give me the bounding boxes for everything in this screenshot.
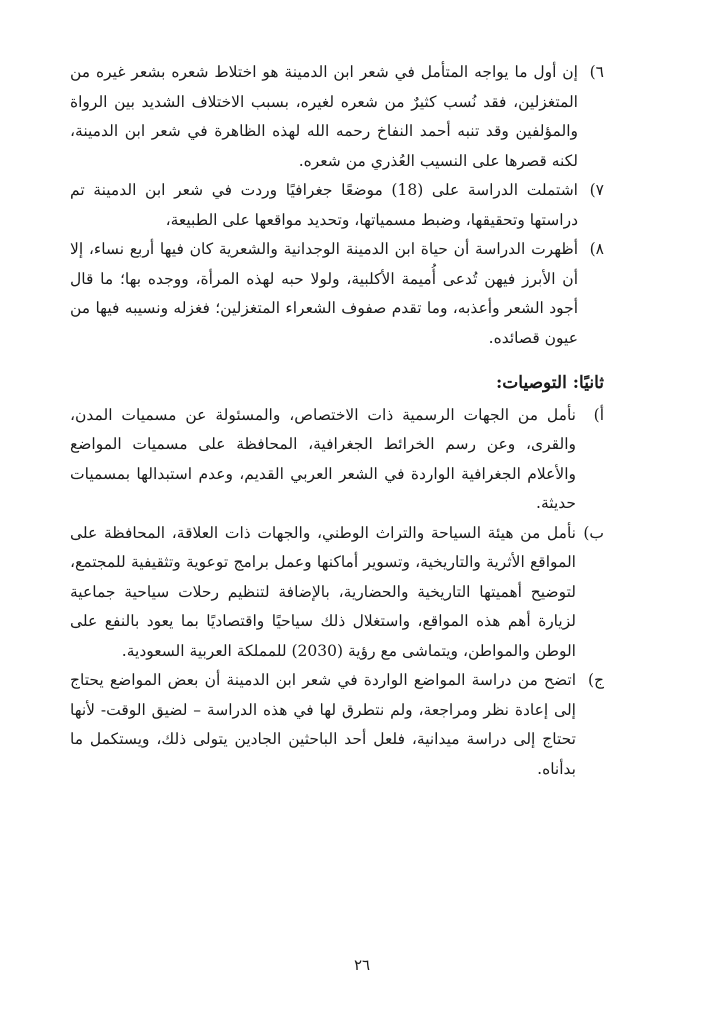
- recommendations-heading: ثانيًا: التوصيات:: [496, 373, 604, 393]
- recommendation-marker: ج): [587, 671, 604, 689]
- page-number: ٢٦: [353, 956, 371, 974]
- finding-marker: ٨): [589, 240, 604, 258]
- finding-marker: ٦): [589, 63, 604, 81]
- finding-text: أظهرت الدراسة أن حياة ابن الدمينة الوجدانية والشعرية كان فيها أربع نساء، إلا أن الأبرز فيهن تُدعى أُميمة الأكلبية، ولولا حبه لهذه المرأة، ووجده بها؛ ما قال أجود الشعر وأعذبه، وما تقدم صفوف الشعراء المتغزلين؛ فغزله ونسيبه فيها من عيون قصائده.: [70, 240, 578, 347]
- page-body: [70, 58, 604, 784]
- finding-item-6: [70, 58, 604, 176]
- recommendation-text: اتضح من دراسة المواضع الواردة في شعر ابن الدمينة أن بعض المواضع يحتاج إلى إعادة نظر ومراجعة، ولم نتطرق لها في هذه الدراسة – لضيق الوقت- لأنها تحتاج إلى دراسة ميدانية، فلعل أحد الباحثين الجادين يتولى ذلك، ويستكمل ما بدأناه.: [70, 671, 576, 778]
- finding-text: اشتملت الدراسة على (18) موضعًا جغرافيًا وردت في شعر ابن الدمينة تم دراستها وتحقيقها، وضبط مسمياتها، وتحديد مواقعها على الطبيعة،: [70, 181, 578, 229]
- recommendation-item-b: [70, 519, 604, 667]
- recommendation-text: نأمل من الجهات الرسمية ذات الاختصاص، والمسئولة عن مسميات المدن، والقرى، وعن رسم الخرائط الجغرافية، المحافظة على مسميات المواضع والأعلام الجغرافية الواردة في الشعر العربي القديم، وعدم استبدالها بمسميات حديثة.: [70, 405, 576, 512]
- recommendation-marker: أ): [593, 405, 604, 424]
- finding-text: إن أول ما يواجه المتأمل في شعر ابن الدمينة هو اختلاط شعره بشعر غيره من المتغزلين، فقد نُسب كثيرٌ من شعره لغيره، بسبب الاختلاف الشديد بين الرواة والمؤلفين وقد تنبه أحمد النفاخ رحمه الله لهذه الظاهرة في شعر ابن الدمينة، لكنه قصرها على النسيب العُذري من شعره.: [70, 63, 578, 170]
- recommendation-marker: ب): [583, 523, 604, 542]
- recommendation-item-c: [70, 666, 604, 784]
- finding-marker: ٧): [589, 181, 604, 199]
- finding-item-8: [70, 235, 604, 353]
- recommendation-item-a: [70, 401, 604, 519]
- recommendation-text: نأمل من هيئة السياحة والتراث الوطني، والجهات ذات العلاقة، المحافظة على المواقع الأثرية والتاريخية، وتسوير أماكنها وعمل برامج توعوية وتثقيفية للمجتمع، لتوضيح أهميتها التاريخية والحضارية، بالإضافة لتنظيم رحلات سياحية جماعية لزيارة أهم هذه المواقع، واستغلال ذلك سياحيًا واقتصاديًا بما يعود بالنفع على الوطن والمواطن، ويتماشى مع رؤية (2030) للمملكة العربية السعودية.: [70, 523, 576, 660]
- finding-item-7: [70, 176, 604, 235]
